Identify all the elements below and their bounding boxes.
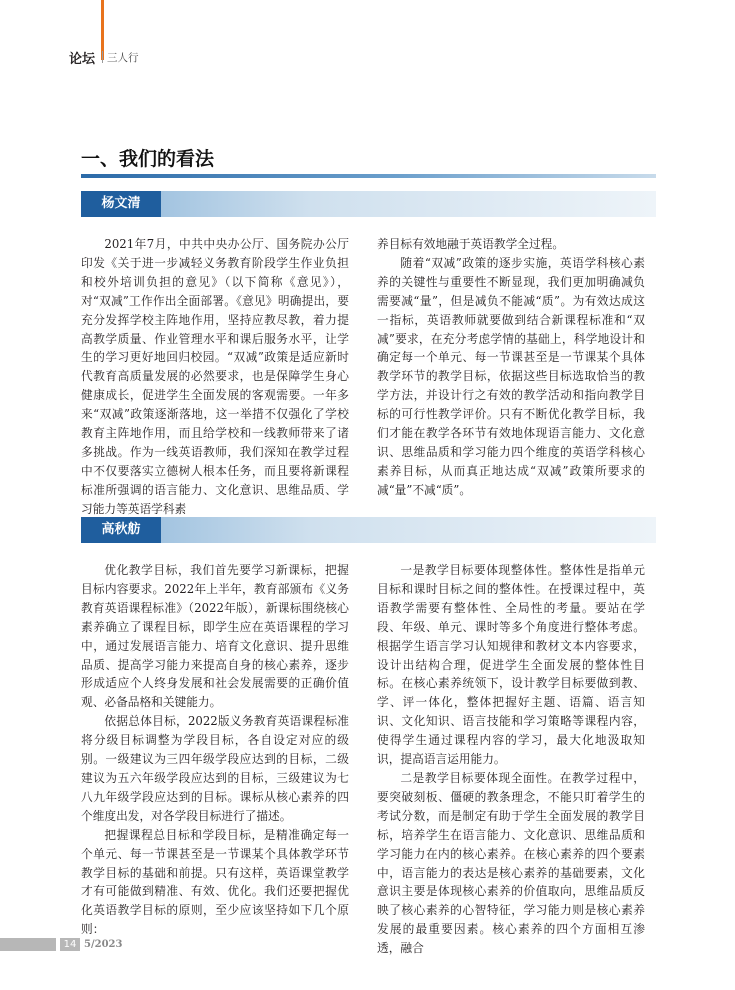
section-title: 一、我们的看法 [81,148,215,170]
issue-number: 5/2023 [84,939,123,950]
header-separator [102,51,103,63]
author-name-2: 高秋舫 [81,517,161,543]
article-2-right-column [377,561,645,958]
article-2-paragraph: 把握课程总目标和学段目标，是精准确定每一个单元、每一节课甚至是一节课某个具体教学环节教学目标的基础和前提。只有这样，英语课堂教学才有可能做到精准、有效、优化。我们还要把握优化英语教学目标的原则，至少应该坚持如下几个原则： [81,827,349,937]
article-1-left-column [81,235,349,519]
article-2-paragraph: 二是教学目标要体现全面性。在教学过程中，要突破刻板、僵硬的教条理念，不能只盯着学生的考试分数，而是制定有助于学生全面发展的教学目标，培养学生在语言能力、文化意识、思维品质和学习能力在内的核心素养。在核心素养的四个要素中，语言能力的表达是核心素养的基础要素，文化意识主要是体现核心素养的价值取向，思维品质反映了核心素养的心智特征，学习能力则是核心素养发展的最重要因素。核心素养的四个方面相互渗透，融合 [377,770,645,956]
header-column-label: 三人行 [107,52,139,64]
page-number: 14 [60,938,80,951]
author-name-1: 杨文清 [81,191,161,217]
article-2-paragraph: 一是教学目标要体现整体性。整体性是指单元目标和课时目标之间的整体性。在授课过程中，英语教学需要有整体性、全局性的考量。要站在学段、年级、单元、课时等多个角度进行整体考虑。根据学生语言学习认知规律和教材文本内容要求，设计出结构合理，促进学生全面发展的整体性目标。在核心素养统领下，设计教学目标要做到教、学、评一体化，整体把握好主题、语篇、语言知识、文化知识、语言技能和学习策略等课程内容，使得学生通过课程内容的学习，最大化地汲取知识，提高语言运用能力。 [377,563,645,767]
header-section-label: 论坛 [69,52,96,67]
article-2-paragraph: 依据总体目标，2022版义务教育英语课程标准将分级目标调整为学段目标，各自设定对应的级别。一级建议为三四年级学段应达到的目标，二级建议为五六年级学段应达到的目标，三级建议为七八九年级学段应达到的目标。课标从核心素养的四个维度出发，对各学段目标进行了描述。 [81,714,349,823]
article-1-continuation: 养目标有效地融于英语教学全过程。 [377,237,565,251]
author-bar-shade [81,517,656,543]
article-2-paragraph: 优化教学目标，我们首先要学习新课标，把握目标内容要求。2022年上半年，教育部颁布《义务教育英语课程标准》（2022年版），新课标围绕核心素养确立了课程目标，即学生应在英语课程的学习中，通过发展语言能力、培育文化意识、提升思维品质、提高学习能力来提高自身的核心素养，逐步形成适应个人终身发展和社会发展需要的正确价值观、必备品格和关键能力。 [81,563,349,710]
footer-bar [0,938,56,951]
author-bar-2 [81,517,656,543]
article-1-right-column [377,235,645,500]
author-bar-1 [81,191,656,217]
article-1-paragraph: 2021年7月，中共中央办公厅、国务院办公厅印发《关于进一步减轻义务教育阶段学生作业负担和校外培训负担的意见》（以下简称《意见》），对“双减”工作作出全面部署。《意见》明确提出，要充分发挥学校主阵地作用，坚持应教尽教，着力提高教学质量、作业管理水平和课后服务水平，让学生的学习更好地回归校园。“双减”政策是适应新时代教育高质量发展的必然要求，也是保障学生身心健康成长，促进学生全面发展的客观需要。一年多来“双减”政策逐渐落地，这一举措不仅强化了学校教育主阵地作用，而且给学校和一线教师带来了诸多挑战。作为一线英语教师，我们深知在教学过程中不仅要落实立德树人根本任务，而且要将新课程标准所强调的语言能力、文化意识、思维品质、学习能力等英语学科素 [81,237,349,516]
article-1-paragraph: 随着“双减”政策的逐步实施，英语学科核心素养的关键性与重要性不断显现，我们更加明确减负需要减“量”，但是减负不能减“质”。为有效达成这一指标，英语教师就要做到结合新课程标准和“双减”要求，在充分考虑学情的基础上，科学地设计和确定每一个单元、每一节课甚至是一节课某个具体教学环节的教学目标，依据这些目标选取恰当的教学方法，并设计行之有效的教学活动和指向教学目标的可行性教学评价。只有不断优化教学目标，我们才能在教学各环节有效地体现语言能力、文化意识、思维品质和学习能力四个维度的英语学科核心素养目标，从而真正地达成“双减”政策所要求的减“量”不减“质”。 [377,255,645,497]
author-bar-shade [81,191,656,217]
article-2-left-column [81,561,349,939]
section-title-rule [81,174,656,178]
